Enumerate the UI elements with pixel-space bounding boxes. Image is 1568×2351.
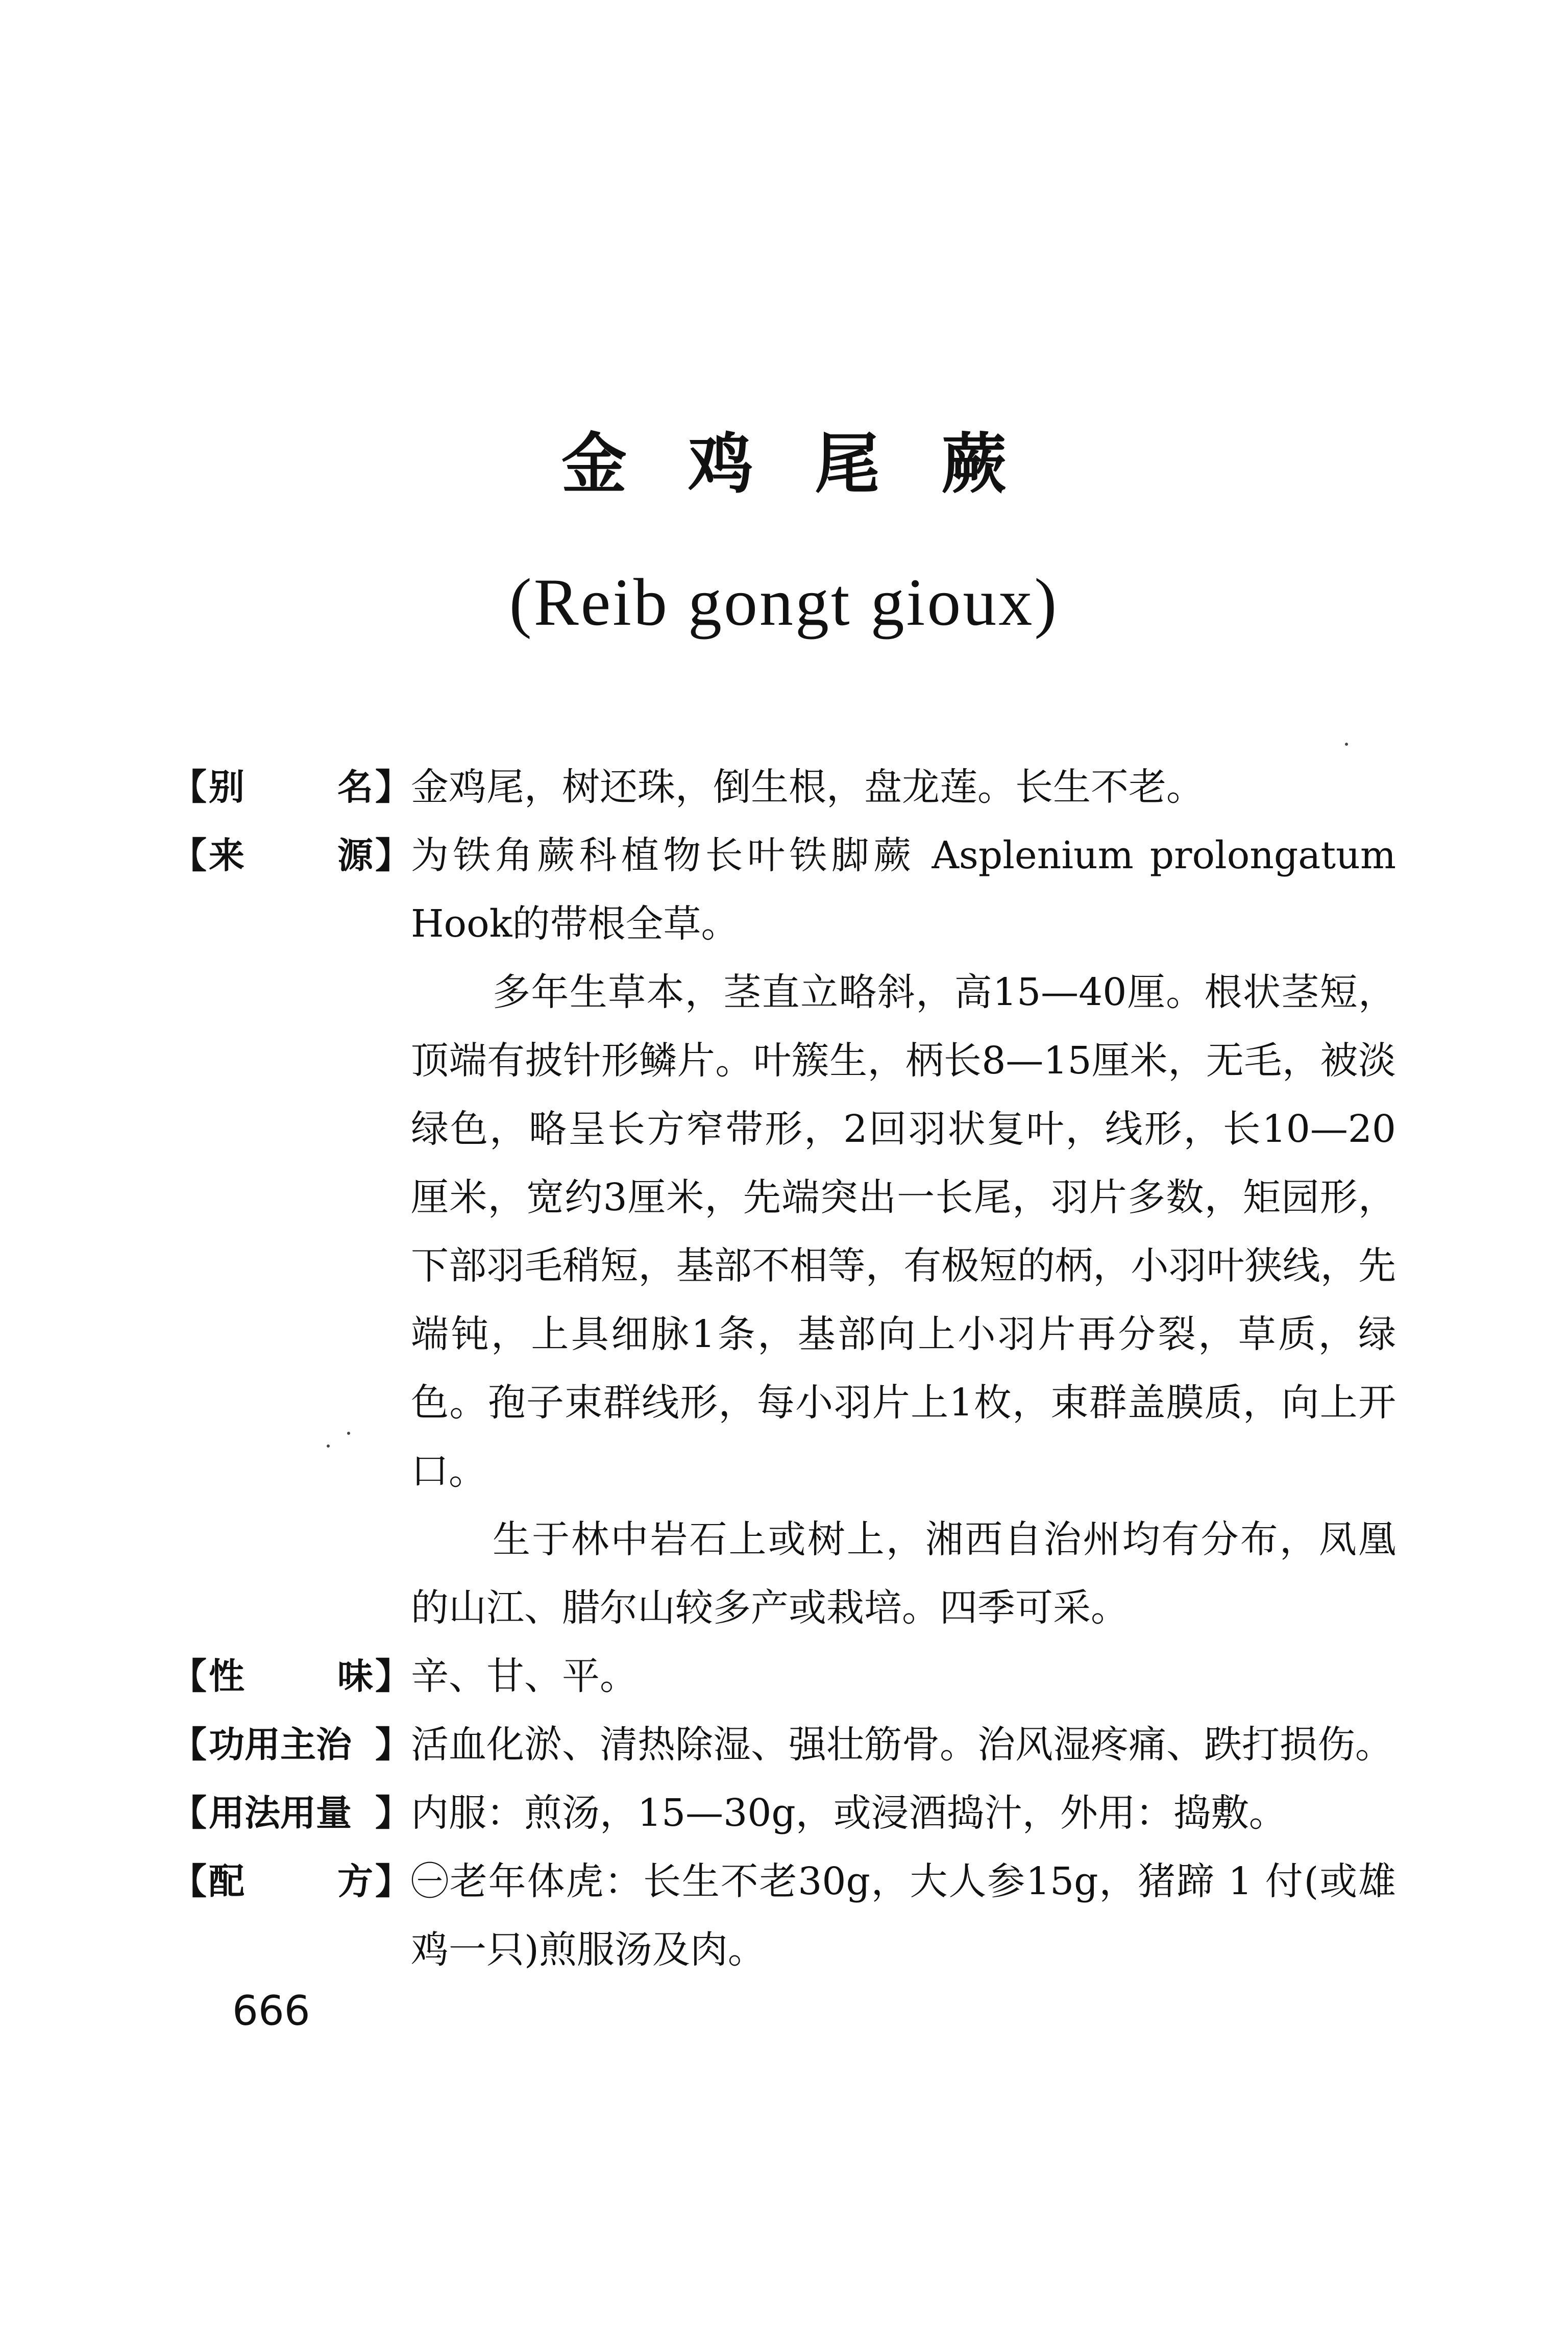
- label-bracket-open: 【: [171, 835, 207, 876]
- label-bracket-close: 】: [375, 1655, 411, 1697]
- label-text: 功用主治: [209, 1724, 352, 1766]
- entry-paragraph: 为铁角蕨科植物长叶铁脚蕨 Asplenium prolongatum Hook的带根全草。: [411, 834, 1396, 946]
- label-bracket-close: 】: [375, 1792, 411, 1834]
- entry-paragraph: 生于林中岩石上或树上，湘西自治州均有分布，凤凰的山江、腊尔山较多产或栽培。四季可采。: [411, 1517, 1396, 1630]
- label-char: 味: [337, 1655, 373, 1697]
- entry-label: [171, 1710, 411, 1779]
- label-bracket-close: 】: [375, 835, 411, 876]
- entry-taste: [171, 1642, 1396, 1710]
- label-char: 来: [209, 835, 244, 876]
- label-bracket-close: 】: [375, 766, 411, 808]
- entry-label: [171, 1847, 411, 1916]
- label-bracket-open: 【: [171, 1655, 207, 1697]
- scan-speck: [347, 1432, 350, 1435]
- entry-indications: [171, 1710, 1396, 1779]
- entry-prescription: [171, 1847, 1396, 1984]
- entry-alias: [171, 753, 1396, 821]
- entry-text: [411, 1847, 1396, 1984]
- label-bracket-close: 】: [375, 1724, 411, 1766]
- label-char: 配: [209, 1860, 244, 1902]
- entry-text: [411, 821, 1396, 1642]
- entry-source: [171, 821, 1396, 1642]
- entry-paragraph: 金鸡尾，树还珠，倒生根，盘龙莲。长生不老。: [411, 765, 1204, 809]
- entry-text: [411, 753, 1396, 821]
- page-title: 金鸡尾蕨: [561, 426, 1068, 502]
- entry-label: [171, 1779, 411, 1847]
- entry-text: [411, 1710, 1396, 1779]
- entry-label: [171, 821, 411, 890]
- label-bracket-open: 【: [171, 1860, 207, 1902]
- entry-label: [171, 753, 411, 821]
- label-bracket-open: 【: [171, 766, 207, 808]
- label-char: 方: [337, 1860, 373, 1902]
- entry-paragraph: ㊀老年体虎：长生不老30g，大人参15g，猪蹄 1 付(或雄鸡一只)煎服汤及肉。: [411, 1859, 1396, 1972]
- scan-speck: [327, 1444, 330, 1448]
- entry-label: [171, 1642, 411, 1710]
- label-char: 名: [337, 766, 373, 808]
- entry-paragraph: 辛、甘、平。: [411, 1654, 638, 1698]
- page-subtitle: (Reib gongt gioux): [509, 565, 1059, 640]
- label-bracket-close: 】: [375, 1860, 411, 1902]
- label-text: 用法用量: [209, 1792, 352, 1834]
- label-char: 性: [209, 1655, 244, 1697]
- entry-paragraph: 多年生草本，茎直立略斜，高15—40厘。根状茎短，顶端有披针形鳞片。叶簇生，柄长8—15厘米，无毛，被淡绿色，略呈长方窄带形，2回羽状复叶，线形，长10—20厘米，宽约3厘米，先端突出一长尾，羽片多数，矩园形，下部羽毛稍短，基部不相等，有极短的柄，小羽叶狭线，先端钝，上具细脉1条，基部向上小羽片再分裂，草质，绿色。孢子束群线形，每小羽片上1枚，束群盖膜质，向上开口。: [411, 970, 1396, 1493]
- scan-speck: [1345, 743, 1348, 746]
- entry-text: [411, 1642, 1396, 1710]
- label-char: 源: [337, 835, 373, 876]
- entry-text: [411, 1779, 1396, 1847]
- entry-list: [171, 753, 1396, 1984]
- label-bracket-open: 【: [171, 1792, 207, 1834]
- label-char: 别: [209, 766, 244, 808]
- entry-dosage: [171, 1779, 1396, 1847]
- entry-paragraph: 内服：煎汤，15—30g，或浸酒捣汁，外用：捣敷。: [411, 1791, 1287, 1835]
- label-bracket-open: 【: [171, 1724, 207, 1766]
- page-number: 666: [232, 1987, 310, 2035]
- entry-paragraph: 活血化淤、清热除湿、强壮筋骨。治风湿疼痛、跌打损伤。: [411, 1723, 1393, 1767]
